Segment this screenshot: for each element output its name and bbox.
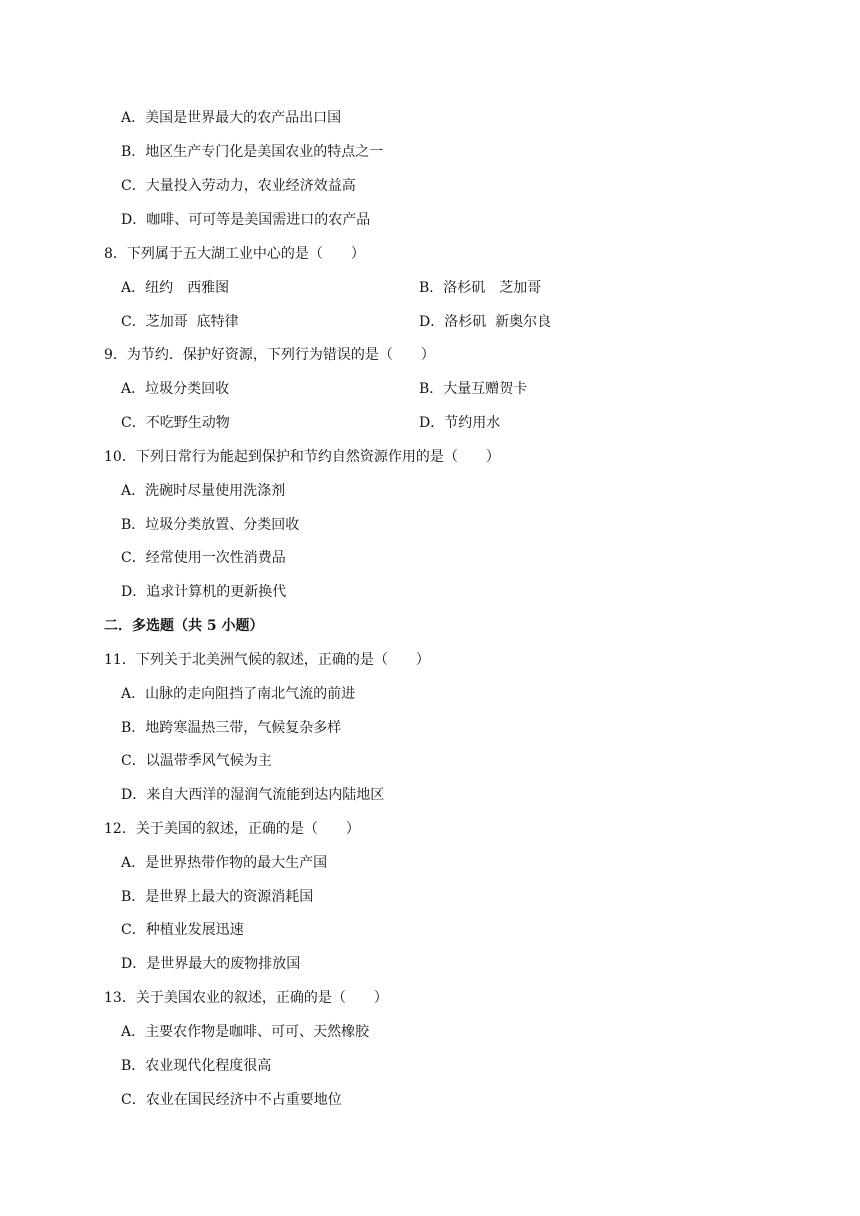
q12-option-d: D．是世界最大的废物排放国 xyxy=(121,956,301,972)
q12-option-c: C．种植业发展迅速 xyxy=(121,922,244,938)
q10-option-a: A．洗碗时尽量使用洗涤剂 xyxy=(121,483,286,499)
q11-option-b: B．地跨寒温热三带，气候复杂多样 xyxy=(121,720,342,736)
q12-stem: 12．关于美国的叙述，正确的是（ ） xyxy=(104,821,360,837)
q13-option-b: B．农业现代化程度很高 xyxy=(121,1058,272,1074)
q12-option-b: B．是世界上最大的资源消耗国 xyxy=(121,889,314,905)
q8-option-d: D．洛杉矶 新奥尔良 xyxy=(419,314,552,330)
section-heading-multiple-choice: 二．多选题（共 5 小题） xyxy=(104,618,264,634)
q10-option-b: B．垃圾分类放置、分类回收 xyxy=(121,517,300,533)
q11-stem: 11．下列关于北美洲气候的叙述，正确的是（ ） xyxy=(104,652,430,668)
q13-stem: 13．关于美国农业的叙述，正确的是（ ） xyxy=(104,990,388,1006)
q7-option-b: B．地区生产专门化是美国农业的特点之一 xyxy=(121,144,384,160)
q11-option-a: A．山脉的走向阻挡了南北气流的前进 xyxy=(121,686,356,702)
q8-option-b: B．洛杉矶 芝加哥 xyxy=(419,280,542,296)
q12-option-a: A．是世界热带作物的最大生产国 xyxy=(121,855,328,871)
q10-option-c: C．经常使用一次性消费品 xyxy=(121,550,286,566)
q9-option-b: B．大量互赠贺卡 xyxy=(419,381,528,397)
q10-stem: 10．下列日常行为能起到保护和节约自然资源作用的是（ ） xyxy=(104,449,500,465)
q9-option-c: C．不吃野生动物 xyxy=(121,415,230,431)
q11-option-c: C．以温带季风气候为主 xyxy=(121,753,272,769)
q8-stem: 8．下列属于五大湖工业中心的是（ ） xyxy=(104,246,365,262)
q7-option-a: A．美国是世界最大的农产品出口国 xyxy=(121,110,342,126)
q11-option-d: D．来自大西洋的湿润气流能到达内陆地区 xyxy=(121,787,385,803)
q7-option-c: C．大量投入劳动力，农业经济效益高 xyxy=(121,178,356,194)
q7-option-d: D．咖啡、可可等是美国需进口的农产品 xyxy=(121,212,371,228)
q8-option-c: C．芝加哥 底特律 xyxy=(121,314,239,330)
q9-option-d: D．节约用水 xyxy=(419,415,501,431)
q9-option-a: A．垃圾分类回收 xyxy=(121,381,230,397)
q13-option-a: A．主要农作物是咖啡、可可、天然橡胶 xyxy=(121,1024,370,1040)
q9-stem: 9．为节约．保护好资源，下列行为错误的是（ ） xyxy=(104,347,435,363)
q10-option-d: D．追求计算机的更新换代 xyxy=(121,584,287,600)
q13-option-c: C．农业在国民经济中不占重要地位 xyxy=(121,1092,342,1108)
q8-option-a: A．纽约 西雅图 xyxy=(121,280,230,296)
